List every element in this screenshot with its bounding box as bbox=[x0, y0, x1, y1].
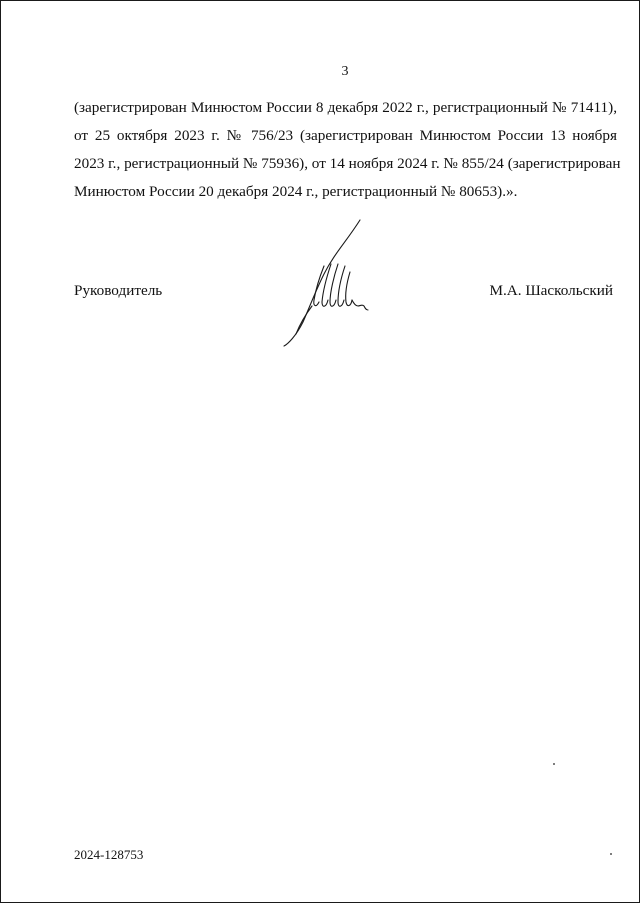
body-paragraph bbox=[74, 94, 621, 206]
document-code: 2024-128753 bbox=[74, 847, 144, 862]
scan-speck bbox=[553, 763, 555, 765]
paragraph-line: 2023 г., регистрационный № 75936), от 14 ноября 2024 г. № 855/24 (зарегистрирован bbox=[74, 155, 621, 172]
handwritten-signature bbox=[276, 214, 376, 348]
paragraph-line: Минюстом России 20 декабря 2024 г., регистрационный № 80653).». bbox=[74, 183, 518, 200]
paragraph-line: от 25 октября 2023 г. № 756/23 (зарегистрирован Минюстом России 13 ноября bbox=[74, 127, 617, 144]
signatory-name: М.А. Шаскольский bbox=[489, 282, 613, 299]
page-number: 3 bbox=[341, 64, 349, 79]
scan-speck bbox=[610, 853, 612, 855]
paragraph-line: (зарегистрирован Минюстом России 8 декабря 2022 г., регистрационный № 71411), bbox=[74, 99, 617, 116]
signatory-position: Руководитель bbox=[74, 282, 163, 299]
